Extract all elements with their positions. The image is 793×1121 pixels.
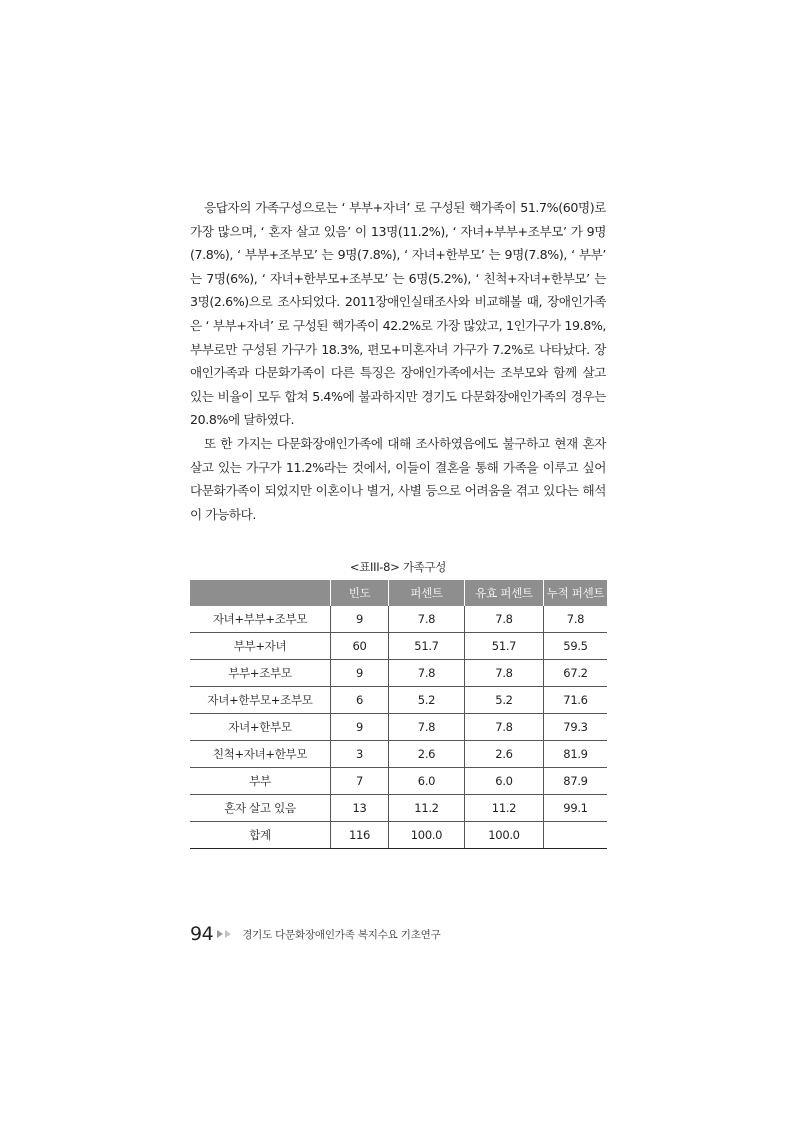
cell-valid-percent: 6.0 bbox=[465, 768, 544, 795]
row-label: 부부 bbox=[190, 768, 331, 795]
cell-percent: 100.0 bbox=[389, 822, 465, 849]
cell-valid-percent: 2.6 bbox=[465, 741, 544, 768]
cell-valid-percent: 51.7 bbox=[465, 633, 544, 660]
cell-percent: 2.6 bbox=[389, 741, 465, 768]
cell-valid-percent: 7.8 bbox=[465, 660, 544, 687]
row-label: 합계 bbox=[190, 822, 331, 849]
header-cell-label bbox=[190, 580, 331, 606]
paragraph: 응답자의 가족구성으로는 ‘ 부부+자녀’ 로 구성된 핵가족이 51.7%(60명)로 가장 많으며, ‘ 혼자 살고 있음’ 이 13명(11.2%), ‘ 자녀+부부+조부모’ 가 9명(7.8%), ‘ 부부+조부모’ 는 9명(7.8%), ‘ 자녀+한부모’ 는 9명(7.8%), ‘ 부부’ 는 7명(6%), ‘ 자녀+한부모+조부모’ 는 6명(5.2%), ‘ 친척+자녀+한부모’ 는 3명(2.6%)으로 조사되었다. 2011장애인실태조사와 비교해볼 때, 장애인가족은 ‘ 부부+자녀’ 로 구성된 핵가족이 42.2%로 가장 많았고, 1인가구가 19.8%, 부부로만 구성된 가구가 18.3%, 편모+미혼자녀 가구가 7.2%로 나타났다. 장애인가족과 다문화가족이 다른 특징은 장애인가족에서는 조부모와 함께 살고 있는 비율이 모두 합쳐 5.4%에 불과하지만 경기도 다문화장애인가족의 경우는 20.8%에 달하였다. bbox=[190, 200, 606, 428]
cell-percent: 6.0 bbox=[389, 768, 465, 795]
cell-percent: 51.7 bbox=[389, 633, 465, 660]
header-cell-cumulative-percent: 누적 퍼센트 bbox=[544, 580, 608, 606]
row-label: 자녀+부부+조부모 bbox=[190, 606, 331, 633]
cell-frequency: 9 bbox=[331, 606, 389, 633]
table-row bbox=[190, 714, 607, 741]
header-cell-frequency: 빈도 bbox=[331, 580, 389, 606]
cell-frequency: 13 bbox=[331, 795, 389, 822]
cell-percent: 5.2 bbox=[389, 687, 465, 714]
page-number: 94 bbox=[190, 923, 214, 945]
header-cell-valid-percent: 유효 퍼센트 bbox=[465, 580, 544, 606]
table-row bbox=[190, 768, 607, 795]
cell-valid-percent: 7.8 bbox=[465, 606, 544, 633]
cell-frequency: 9 bbox=[331, 714, 389, 741]
cell-cumulative-percent bbox=[544, 822, 608, 849]
row-label: 친척+자녀+한부모 bbox=[190, 741, 331, 768]
row-label: 부부+조부모 bbox=[190, 660, 331, 687]
cell-percent: 7.8 bbox=[389, 714, 465, 741]
cell-cumulative-percent: 59.5 bbox=[544, 633, 608, 660]
cell-cumulative-percent: 79.3 bbox=[544, 714, 608, 741]
cell-frequency: 7 bbox=[331, 768, 389, 795]
table-row bbox=[190, 687, 607, 714]
cell-cumulative-percent: 81.9 bbox=[544, 741, 608, 768]
family-composition-table bbox=[190, 580, 607, 849]
cell-valid-percent: 7.8 bbox=[465, 714, 544, 741]
running-title: 경기도 다문화장애인가족 복지수요 기초연구 bbox=[242, 928, 441, 941]
cell-cumulative-percent: 71.6 bbox=[544, 687, 608, 714]
header-cell-percent: 퍼센트 bbox=[389, 580, 465, 606]
table-row bbox=[190, 660, 607, 687]
table-total-row bbox=[190, 822, 607, 849]
double-right-triangle-icon bbox=[217, 930, 233, 938]
paragraph: 또 한 가지는 다문화장애인가족에 대해 조사하였음에도 불구하고 현재 혼자 살고 있는 가구가 11.2%라는 것에서, 이들이 결혼을 통해 가족을 이루고 싶어 다문화가족이 되었지만 이혼이나 별거, 사별 등으로 어려움을 겪고 있다는 해석이 가능하다. bbox=[190, 435, 606, 522]
table-caption: <표III-8> 가족구성 bbox=[349, 560, 447, 574]
body-text bbox=[190, 196, 606, 526]
row-label: 자녀+한부모 bbox=[190, 714, 331, 741]
cell-frequency: 60 bbox=[331, 633, 389, 660]
cell-valid-percent: 100.0 bbox=[465, 822, 544, 849]
page-footer bbox=[190, 922, 441, 946]
cell-frequency: 116 bbox=[331, 822, 389, 849]
cell-cumulative-percent: 87.9 bbox=[544, 768, 608, 795]
cell-percent: 7.8 bbox=[389, 660, 465, 687]
row-label: 부부+자녀 bbox=[190, 633, 331, 660]
cell-frequency: 6 bbox=[331, 687, 389, 714]
cell-frequency: 9 bbox=[331, 660, 389, 687]
cell-frequency: 3 bbox=[331, 741, 389, 768]
row-label: 자녀+한부모+조부모 bbox=[190, 687, 331, 714]
cell-percent: 11.2 bbox=[389, 795, 465, 822]
table-row bbox=[190, 741, 607, 768]
cell-percent: 7.8 bbox=[389, 606, 465, 633]
cell-cumulative-percent: 7.8 bbox=[544, 606, 608, 633]
table-row bbox=[190, 633, 607, 660]
cell-valid-percent: 5.2 bbox=[465, 687, 544, 714]
cell-valid-percent: 11.2 bbox=[465, 795, 544, 822]
cell-cumulative-percent: 99.1 bbox=[544, 795, 608, 822]
table-row bbox=[190, 606, 607, 633]
table-row bbox=[190, 795, 607, 822]
table-header-row bbox=[190, 580, 607, 606]
cell-cumulative-percent: 67.2 bbox=[544, 660, 608, 687]
row-label: 혼자 살고 있음 bbox=[190, 795, 331, 822]
